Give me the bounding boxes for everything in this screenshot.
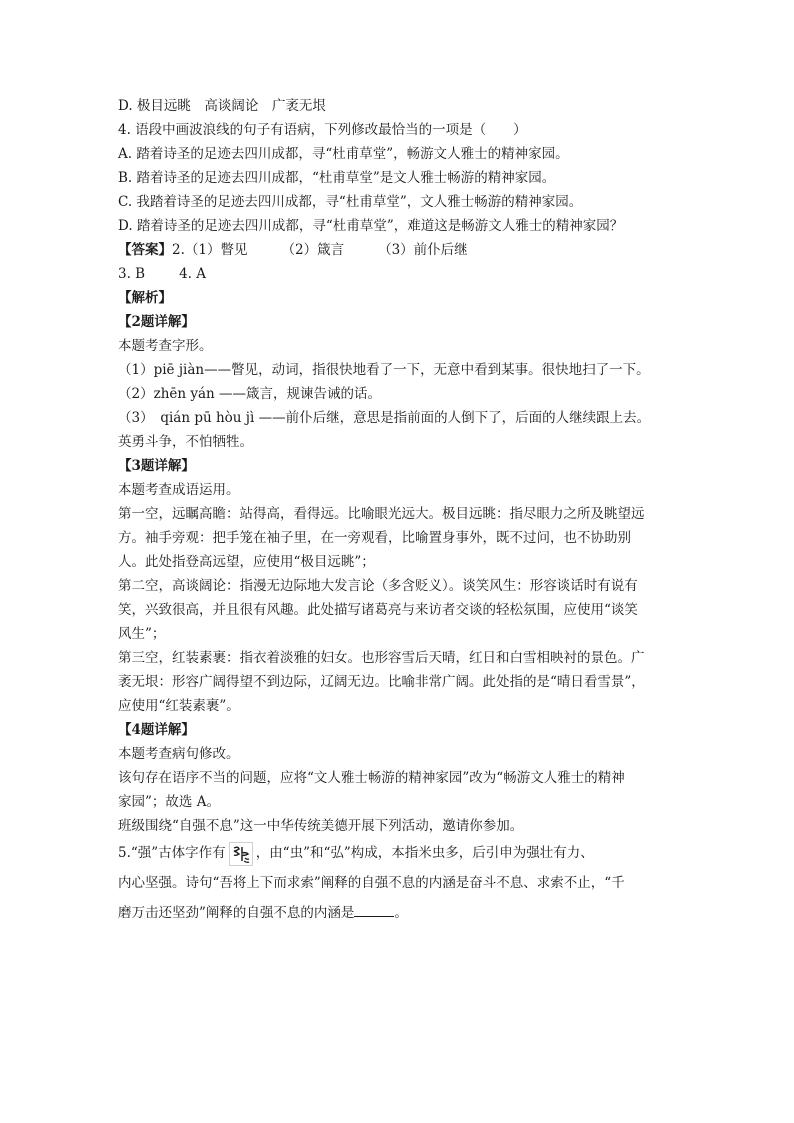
- ancient-character-glyph-icon: [229, 842, 253, 866]
- option-a-q4: A. 踏着诗圣的足迹去四川成都，寻“杜甫草堂”，畅游文人雅士的精神家园。: [118, 146, 569, 162]
- q2-item-3: （3） qián pū hòu jì ——前仆后继，意思是指前面的人倒下了，后面的人继续跟上去。: [118, 410, 651, 426]
- q2-item-1: （1）piē jiàn——瞥见，动词，指很快地看了一下，无意中看到某事。很快地扫了一下。: [118, 362, 650, 378]
- q3-intro: 本题考查成语运用。: [118, 482, 240, 498]
- q3-para-2b: 笑，兴致很高，并且很有风趣。此处描写诸葛亮与来访者交谈的轻松氛围，应使用“谈笑: [118, 602, 638, 618]
- q3-para-3b: 袤无垠：形容广阔得望不到边际，辽阔无边。比喻非常广阔。此处指的是“晴日看雪景”，: [118, 674, 645, 690]
- option-d-q4: D. 踏着诗圣的足迹去四川成都，寻“杜甫草堂”，难道这是畅游文人雅士的精神家园？: [118, 218, 624, 234]
- answer-blank[interactable]: [354, 902, 394, 917]
- q4-detail-tag: 【4题详解】: [118, 722, 195, 738]
- document-page: [118, 94, 678, 928]
- q3-para-2a: 第二空，高谈阔论：指漫无边际地大发言论（多含贬义）。谈笑风生：形容谈话时有说有: [118, 578, 638, 594]
- q4-para-1b: 家园”；故选 A。: [118, 794, 220, 810]
- q2-item-2: （2）zhēn yán ——箴言，规谏告诫的话。: [118, 386, 382, 402]
- q2-detail-tag: 【2题详解】: [118, 314, 195, 330]
- analysis-tag: 【解析】: [118, 290, 172, 306]
- q3-para-1b: 方。袖手旁观：把手笼在袖子里，在一旁观看，比喻置身事外，既不过问，也不协助别: [118, 530, 631, 546]
- q4-para-1a: 该句存在语序不当的问题，应将“文人雅士畅游的精神家园”改为“畅游文人雅士的精神: [118, 770, 625, 786]
- option-d-q3: D. 极目远眺 高谈阔论 广袤无垠: [118, 98, 326, 114]
- q3-para-3a: 第三空，红装素裹：指衣着淡雅的妇女。也形容雪后天晴，红日和白雪相映衬的景色。广: [118, 650, 645, 666]
- q5-end: 。: [394, 905, 408, 921]
- answer-3-4-line: [118, 262, 678, 286]
- option-b-q4: B. 踏着诗圣的足迹去四川成都，“杜甫草堂”是文人雅士畅游的精神家园。: [118, 170, 556, 186]
- answer-2-3: （3）前仆后继: [378, 242, 468, 258]
- q2-item-3-cont: 英勇斗争，不怕牺牲。: [118, 434, 253, 450]
- answer-2-2: （2）箴言: [281, 242, 345, 258]
- q5-line-1: [118, 838, 678, 868]
- q3-para-3c: 应使用“红装素裹”。: [118, 698, 240, 714]
- q5-text-b: ，由“虫”和“弘”构成，本指米虫多，后引申为强壮有力、: [255, 845, 594, 861]
- activity-intro: 班级围绕“自强不息”这一中华传统美德开展下列活动，邀请你参加。: [118, 818, 524, 834]
- q3-para-2c: 风生”；: [118, 626, 166, 642]
- question-4: 4. 语段中画波浪线的句子有语病，下列修改最恰当的一项是（ ）: [118, 122, 527, 138]
- q4-intro: 本题考查病句修改。: [118, 746, 240, 762]
- q3-para-1c: 人。此处指登高远望，应使用“极目远眺”；: [118, 554, 375, 570]
- answer-line: [118, 238, 678, 262]
- answer-2-1: 2.（1）瞥见: [172, 242, 248, 258]
- q5-text-a: 5.“强”古体字作有: [118, 845, 226, 861]
- answer-tag: 【答案】: [118, 242, 172, 258]
- q3-para-1a: 第一空，远瞩高瞻：站得高，看得远。比喻眼光远大。极目远眺：指尽眼力之所及眺望远: [118, 506, 645, 522]
- q5-text-c: 磨万击还坚劲”阐释的自强不息的内涵是: [118, 905, 355, 921]
- answer-4: 4. A: [179, 266, 207, 282]
- q2-intro: 本题考查字形。: [118, 338, 213, 354]
- q5-line-2: 内心坚强。诗句“吾将上下而求索”阐释的自强不息的内涵是奋斗不息、求索不止，“千: [118, 875, 625, 891]
- answer-3: 3. B: [118, 266, 146, 282]
- option-c-q4: C. 我踏着诗圣的足迹去四川成都，寻“杜甫草堂”，文人雅士畅游的精神家园。: [118, 194, 583, 210]
- q3-detail-tag: 【3题详解】: [118, 458, 195, 474]
- q5-line-3: [118, 898, 678, 928]
